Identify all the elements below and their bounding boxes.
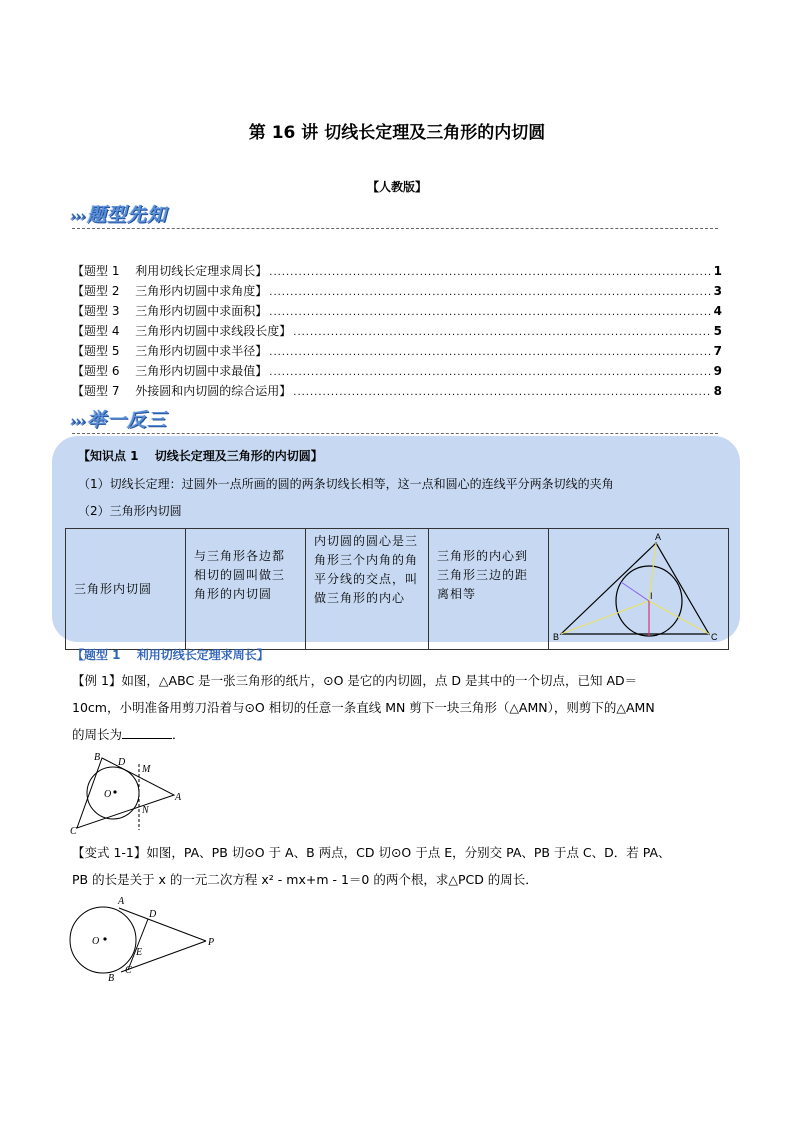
- toc-item-label: 【题型 4 三角形内切圆中求线段长度】: [72, 324, 292, 338]
- toc-page-number: 4: [713, 304, 722, 318]
- practice-banner: [70, 405, 167, 432]
- toc-item[interactable]: [72, 322, 722, 342]
- label-d: D: [149, 909, 157, 920]
- toc-item[interactable]: [72, 342, 722, 362]
- example-1: [72, 667, 724, 748]
- toc-banner-text: 题型先知: [87, 204, 168, 226]
- toc-page-number: 9: [713, 364, 722, 378]
- toc-item-label: 【题型 1 利用切线长定理求周长】: [72, 264, 268, 278]
- table-cell-property: 三角形的内心到三角形三边的距离相等: [429, 529, 549, 650]
- divider: [72, 433, 718, 434]
- toc-item[interactable]: [72, 302, 722, 322]
- label-c: C: [125, 965, 132, 976]
- answer-blank: [122, 726, 172, 739]
- knowledge-item-2: （2）三角形内切圆: [78, 504, 182, 518]
- toc-page-number: 3: [713, 284, 722, 298]
- page-title: 第 16 讲 切线长定理及三角形的内切圆: [248, 123, 546, 143]
- label-a: A: [118, 896, 125, 907]
- bisector-b: [561, 601, 649, 634]
- incircle: [87, 767, 139, 819]
- radius-line: [621, 582, 649, 601]
- label-c: C: [70, 826, 77, 836]
- triangle-abc: [561, 543, 709, 634]
- table-cell-figure: [549, 529, 729, 650]
- label-a: A: [175, 792, 182, 803]
- example-1-diagram: [68, 750, 188, 836]
- toc-banner: [70, 200, 167, 227]
- table-of-contents: [72, 262, 722, 402]
- toc-item[interactable]: [72, 362, 722, 382]
- label-b: B: [94, 752, 101, 763]
- toc-item-label: 【题型 2 三角形内切圆中求角度】: [72, 284, 268, 298]
- toc-item[interactable]: [72, 282, 722, 302]
- center-point: [113, 790, 116, 793]
- section-heading: 【题型 1 利用切线长定理求周长】: [72, 648, 269, 662]
- toc-leader: [293, 384, 711, 402]
- label-o: O: [92, 936, 100, 947]
- label-i: I: [650, 591, 654, 601]
- center-point: [103, 937, 106, 940]
- label-m: M: [142, 764, 151, 775]
- divider: [72, 228, 718, 229]
- tangent-cd: [128, 919, 148, 970]
- table-cell-name: 三角形内切圆: [66, 529, 186, 650]
- label-b: B: [553, 632, 561, 642]
- toc-item[interactable]: [72, 382, 722, 402]
- example-1-line: [72, 721, 724, 748]
- label-a: A: [655, 532, 663, 542]
- label-o: O: [104, 789, 112, 800]
- knowledge-point-title: 【知识点 1 切线长定理及三角形的内切圆】: [78, 449, 323, 463]
- label-b: B: [108, 973, 115, 984]
- incircle-table: [65, 528, 729, 650]
- circle-o: [70, 907, 136, 973]
- example-1-line: 10cm，小明准备用剪刀沿着与⊙O 相切的任意一条直线 MN 剪下一块三角形（△AMN），则剪下的△AMN: [72, 700, 655, 715]
- variant-line: 【变式 1-1】如图，PA、PB 切⊙O 于 A、B 两点，CD 切⊙O 于点 E，分别交 PA、PB 于点 C、D．若 PA、: [72, 845, 671, 860]
- toc-page-number: 5: [713, 324, 722, 338]
- label-e: E: [136, 947, 143, 958]
- toc-leader: [269, 264, 711, 282]
- toc-leader: [269, 304, 711, 322]
- knowledge-item-1: （1）切线长定理：过圆外一点所画的圆的两条切线长相等，这一点和圆心的连线平分两条切线的夹角: [78, 477, 614, 491]
- toc-item-label: 【题型 5 三角形内切圆中求半径】: [72, 344, 268, 358]
- toc-leader: [269, 364, 711, 382]
- label-d: D: [118, 757, 126, 768]
- variant-1-1-diagram: [66, 893, 226, 985]
- toc-page-number: 7: [713, 344, 722, 358]
- label-n: N: [142, 805, 149, 816]
- example-1-text: 的周长为: [72, 727, 123, 742]
- example-1-line: 【例 1】如图，△ABC 是一张三角形的纸片，⊙O 是它的内切圆，点 D 是其中的一个切点，已知 AD＝: [72, 673, 638, 688]
- toc-leader: [269, 284, 711, 302]
- example-1-text: ．: [172, 727, 185, 742]
- banner-arrows-icon: ›››: [70, 412, 85, 430]
- toc-item-label: 【题型 6 三角形内切圆中求最值】: [72, 364, 268, 378]
- incircle-diagram: [549, 529, 725, 643]
- toc-item-label: 【题型 7 外接圆和内切圆的综合运用】: [72, 384, 292, 398]
- variant-line: PB 的长是关于 x 的一元二次方程 x² - mx+m - 1＝0 的两个根，求△PCD 的周长．: [72, 872, 538, 887]
- triangle: [77, 758, 174, 828]
- toc-leader: [293, 324, 711, 342]
- variant-1-1: [72, 839, 724, 893]
- edition-label: 【人教版】: [366, 180, 427, 194]
- practice-banner-text: 举一反三: [87, 409, 168, 431]
- toc-item-label: 【题型 3 三角形内切圆中求面积】: [72, 304, 268, 318]
- toc-leader: [269, 344, 711, 362]
- toc-page-number: 8: [713, 384, 722, 398]
- toc-item[interactable]: [72, 262, 722, 282]
- label-c: C: [711, 632, 719, 642]
- toc-page-number: 1: [713, 264, 722, 278]
- table-cell-definition: 与三角形各边都相切的圆叫做三角形的内切圆: [186, 529, 306, 650]
- table-cell-center: 内切圆的圆心是三角形三个内角的角平分线的交点，叫做三角形的内心: [306, 529, 429, 650]
- label-p: P: [208, 937, 215, 948]
- banner-arrows-icon: ›››: [70, 207, 85, 225]
